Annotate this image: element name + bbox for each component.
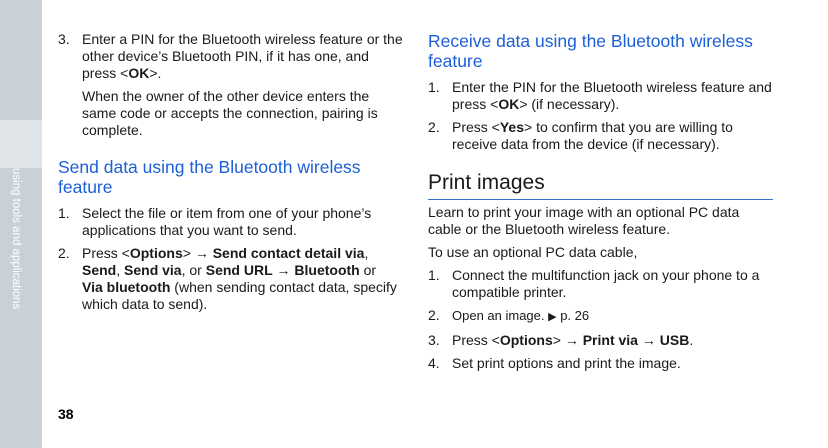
step-text-part: >.	[149, 65, 162, 81]
print-intro: Learn to print your image with an optional PC data cable or the Bluetooth wireless feature.	[428, 204, 740, 237]
menu-usb: USB	[659, 332, 690, 348]
step-text-part: Open an image.	[452, 308, 549, 323]
receive-step-2	[428, 119, 773, 153]
step-text	[452, 119, 773, 153]
page-number: 38	[58, 406, 74, 422]
menu-via-bluetooth: Via bluetooth	[82, 279, 171, 295]
print-images-heading: Print images	[428, 171, 773, 200]
send-data-heading: Send data using the Bluetooth wireless feature	[58, 157, 361, 197]
menu-print-via: Print via	[582, 332, 638, 348]
step-text: Set print options and print the image.	[452, 355, 681, 371]
menu-bluetooth: Bluetooth	[294, 262, 360, 278]
menu-send-url: Send URL	[205, 262, 273, 278]
print-step-4	[428, 355, 773, 372]
left-column	[58, 31, 403, 319]
send-step-2	[58, 245, 403, 313]
step-number: 1.	[58, 205, 70, 221]
receive-data-heading: Receive data using the Bluetooth wireless feature	[428, 31, 753, 71]
step-text: Select the file or item from one of your phone’s applications that you want to send.	[82, 205, 372, 238]
step-number: 3.	[428, 332, 440, 348]
print-step-3	[428, 332, 773, 349]
pairing-step-3	[58, 31, 403, 82]
step-text	[82, 31, 403, 82]
softkey-options: Options	[499, 332, 553, 348]
step-number: 1.	[428, 79, 440, 95]
step-text-part: .	[689, 332, 694, 348]
pairing-note: When the owner of the other device enters the same code or accepts the connection, pairing is complete.	[82, 88, 378, 138]
step-text	[452, 332, 773, 349]
step-number: 2.	[58, 245, 70, 261]
step-text-part: > to confirm that you are willing to receive data from the device (if necessary).	[452, 119, 733, 152]
step-text-part: ,	[364, 245, 369, 261]
step-text-part: , or	[181, 262, 206, 278]
step-text-part: ,	[116, 262, 125, 278]
step-text: Connect the multifunction jack on your phone to a compatible printer.	[452, 267, 760, 300]
softkey-options: Options	[129, 245, 183, 261]
step-text-part: > →	[182, 245, 213, 261]
step-text-part: Enter a PIN for the Bluetooth wireless feature or the other device’s Bluetooth PIN, if it has one, and press <	[82, 31, 403, 81]
step-number: 2.	[428, 119, 440, 135]
step-number: 1.	[428, 267, 440, 283]
menu-send-contact: Send contact detail via	[212, 245, 365, 261]
step-text-part: →	[637, 332, 660, 348]
step-text-part: →	[272, 262, 295, 278]
step-text	[452, 79, 773, 113]
menu-send: Send	[82, 262, 117, 278]
step-text-part: (when sending contact data, specify which data to send).	[82, 279, 397, 312]
right-column	[428, 31, 773, 378]
step-number: 2.	[428, 307, 440, 323]
softkey-yes: Yes	[499, 119, 524, 135]
sidebar	[0, 0, 42, 448]
step-number: 4.	[428, 355, 440, 371]
send-step-1	[58, 205, 403, 239]
step-number: 3.	[58, 31, 70, 47]
step-text-part: > →	[552, 332, 583, 348]
menu-send-via: Send via	[124, 262, 182, 278]
receive-step-1	[428, 79, 773, 113]
step-text-part: or	[359, 262, 377, 278]
print-use-cable: To use an optional PC data cable,	[428, 244, 638, 260]
softkey-ok: OK	[128, 65, 150, 81]
step-text-part: Press <	[452, 332, 500, 348]
print-step-1	[428, 267, 773, 301]
step-text	[82, 245, 403, 313]
print-step-2	[428, 307, 773, 326]
step-text-part: Press <	[452, 119, 500, 135]
page-ref-arrow-icon: ▶	[548, 311, 557, 323]
page-reference: p. 26	[556, 308, 590, 323]
softkey-ok: OK	[498, 96, 520, 112]
section-label: using tools and applications	[10, 168, 22, 310]
step-text-part: > (if necessary).	[519, 96, 620, 112]
step-text-part: Enter the PIN for the Bluetooth wireless feature and press <	[452, 79, 772, 112]
sidebar-highlight	[0, 120, 42, 168]
step-text-part: Press <	[82, 245, 130, 261]
step-text	[452, 307, 773, 326]
